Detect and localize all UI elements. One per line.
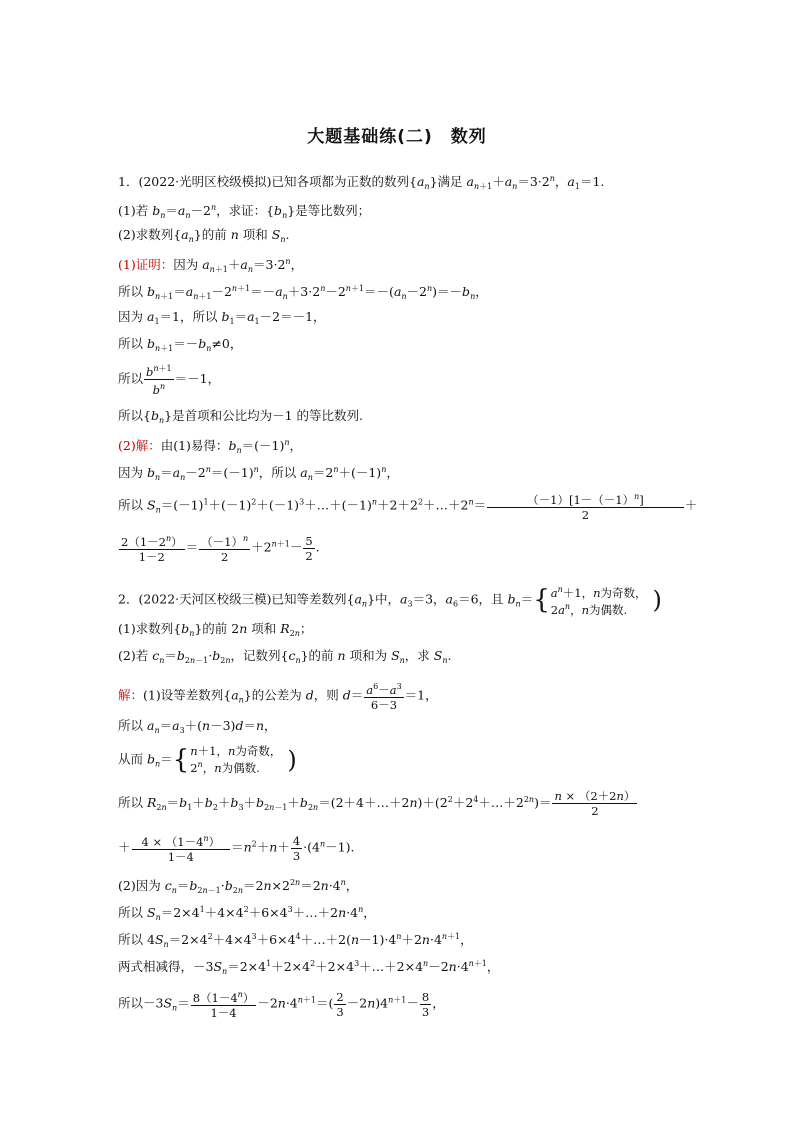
- fraction: $\frac{2(1-2^n)}{1-2}$: [121, 534, 183, 564]
- solution-2-part2-start: (2)因为 $c_n=b_{2n-1}\cdot b_{2n}=2n\times 2^{2n}=2n\cdot 4^n$，: [118, 878, 359, 895]
- solution-label: (2)解：: [118, 438, 161, 453]
- problem-1-statement: 1．(2022·光明区校级模拟)已知各项都为正数的数列$\{a_n\}$满足 $a_{n+1}+a_n=3\cdot 2^n$，$a_1=1$.: [118, 174, 605, 191]
- fraction: $\frac{(-1)^n}{2}$: [201, 534, 249, 564]
- proof-label: (1)证明：: [118, 257, 174, 272]
- solution-1-step: 因为 $a_1=1$，所以 $b_1=a_1-2=-1$，: [118, 309, 326, 326]
- problem-1-part-2: (2)求数列$\{a_n\}$的前 n 项和 $S_n$.: [118, 227, 290, 244]
- problem-2-statement: 2．(2022·天河区校级三模)已知等差数列$\{a_n\}$中，$a_3=3$，$a_6=6$，且 $b_n=$ { $a^n+1$，n为奇数， $2a^n$，n为偶数. ): [118, 585, 662, 617]
- solution-1-sum-cont: $\frac{2(1-2^n)}{1-2}$ ＝ $\frac{(-1)^n}{2}$ $+2^{n+1}-$ $\frac{5}{2}$ .: [121, 533, 320, 564]
- fraction: $\frac{5}{2}$: [305, 533, 313, 563]
- solution-2-sum-cont: ＋ $\frac{4 \times (1-4^n)}{1-4}$ $=n^2+n+$ $\frac{4}{3}$ $\cdot(4^n-1)$.: [118, 833, 355, 864]
- solution-2-step: 两式相减得，$-3S_n=2\times 4^1+2\times 4^2+2\times 4^3+\dots+2\times 4^n-2n\cdot 4^{n+1}$，: [118, 959, 500, 976]
- solution-2-step: 所以$-3S_n=$ $\frac{8(1-4^n)}{1-4}$ $-2n\cdot 4^{n+1}=$( $\frac{2}{3}$ $-2n)4^{n+1}-$ $\frac{8}{3}$ ，: [118, 989, 445, 1020]
- fraction: $\frac{8(1-4^n)}{1-4}$: [192, 990, 255, 1020]
- problem-2-part-2: (2)若 $c_n=b_{2n-1}\cdot b_{2n}$，记数列$\{c_n\}$的前 n 项和为 $S_n$，求 $S_n$.: [118, 648, 452, 665]
- solution-1-step: 所以 $b_{n+1}=a_{n+1}-2^{n+1}=-a_n+3\cdot 2^n-2^{n+1}=-(a_n-2^n)=-b_n$，: [118, 284, 488, 301]
- solution-2-piecewise: 从而 $b_n=$ { n＋1，n为奇数， 2$^n$，n为偶数. ): [118, 744, 297, 775]
- solution-1-step: 因为 $b_n=a_n-2^n=(-1)^n$，所以 $a_n=2^n+(-1)^n$，: [118, 465, 399, 482]
- solution-1-sum: 所以 $S_n=(-1)^1+(-1)^2+(-1)^3+\dots+(-1)^n+2+2^2+\dots+2^n=$ $\frac{(-1)[1-(-1)^n]}{2}$ ＋: [118, 492, 698, 522]
- solution-1-proof-start: (1)证明：因为 $a_{n+1}+a_n=3\cdot 2^n$，: [118, 257, 304, 274]
- piecewise-brace: { n＋1，n为奇数， 2$^n$，n为偶数. ): [172, 744, 297, 775]
- solution-1-part2-start: (2)解：由(1)易得：$b_n=(-1)^n$，: [118, 438, 302, 455]
- solution-2-start: 解：(1)设等差数列$\{a_n\}$的公差为 d，则 d＝ $\frac{a^6-a^3}{6-3}$ ＝1，: [118, 682, 438, 712]
- solution-1-step: 所以 $b_{n+1}=-b_n\ne 0$，: [118, 336, 243, 353]
- fraction: $\frac{n \times (2+2n)}{2}$: [554, 789, 636, 818]
- solution-label: 解：: [118, 687, 144, 703]
- solution-2-step: 所以 $4S_n=2\times 4^2+4\times 4^3+6\times 4^4+\dots+2(n-1)\cdot 4^n+2n\cdot 4^{n+1}$，: [118, 932, 473, 949]
- fraction: $\frac{2}{3}$: [336, 989, 344, 1019]
- fraction: $\frac{4 \times (1-4^n)}{1-4}$: [132, 832, 231, 864]
- solution-2-step: 所以 $a_n=a_3+(n-3)d=n$，: [118, 718, 277, 735]
- solution-2-sum: 所以 $R_{2n}=b_1+b_2+b_3+b_{2n-1}+b_{2n}=(2+4+\dots+2n)+(2^2+2^4+\dots+2^{2n})=$ $\frac{n \times (2+2n)}{2}$: [118, 789, 636, 818]
- fraction: $\frac{a^6-a^3}{6-3}$: [366, 682, 402, 712]
- piecewise-brace: { $a^n+1$，n为奇数， $2a^n$，n为偶数. ): [533, 585, 662, 617]
- solution-1-conclusion: 所以$\{b_n\}$是首项和公比均为－1 的等比数列.: [118, 408, 363, 425]
- fraction: $\frac{(-1)[1-(-1)^n]}{2}$: [487, 490, 684, 522]
- fraction: $\frac{b^{n+1}}{b^n}$: [146, 364, 172, 397]
- problem-1-part-1: (1)若 $b_n=a_n-2^n$，求证：$\{b_n\}$是等比数列；: [118, 203, 371, 220]
- page-title: 大题基础练(二) 数列: [307, 127, 487, 147]
- fraction: $\frac{4}{3}$: [292, 833, 301, 863]
- fraction: $\frac{8}{3}$: [421, 989, 430, 1019]
- solution-1-ratio: 所以 $\frac{b^{n+1}}{b^n}$ ＝－1，: [118, 364, 221, 397]
- problem-2-part-1: (1)求数列$\{b_n\}$的前 2n 项和 $R_{2n}$；: [118, 621, 313, 638]
- solution-2-step: 所以 $S_n=2\times 4^1+4\times 4^2+6\times 4^3+\dots+2n\cdot 4^n$，: [118, 905, 376, 922]
